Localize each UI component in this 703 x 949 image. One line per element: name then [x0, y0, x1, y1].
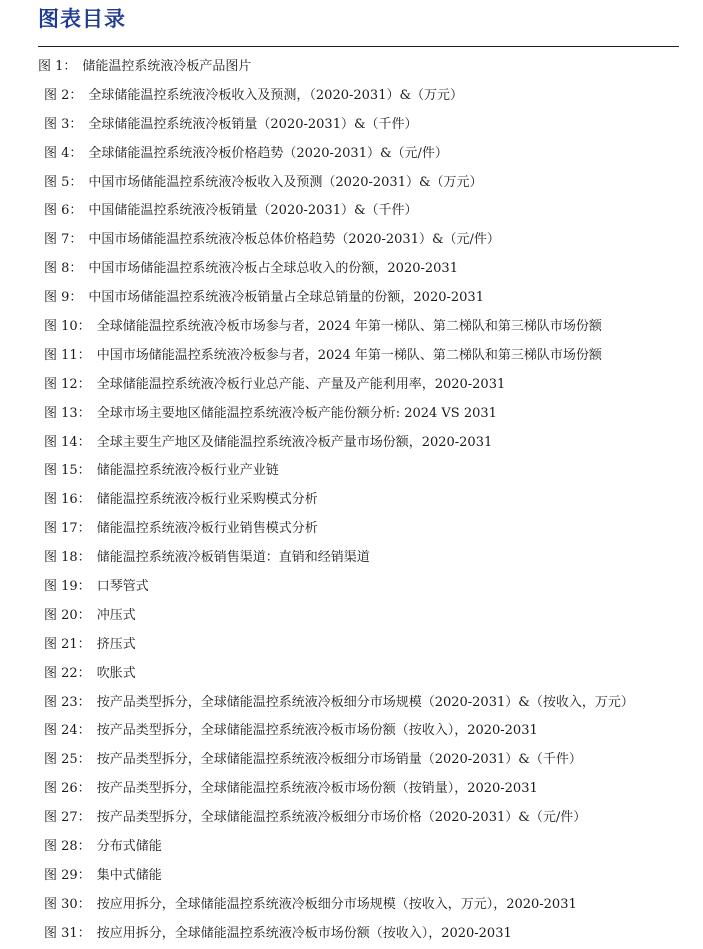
figure-number: 图 5：	[44, 174, 83, 190]
page-title: 图表目录	[38, 7, 126, 31]
figure-number: 图 8：	[44, 261, 83, 277]
figure-title: 按应用拆分，全球储能温控系统液冷板市场份额（按收入），2020-2031	[96, 925, 512, 941]
figure-list-item[interactable]	[0, 804, 703, 833]
figure-list	[0, 53, 703, 949]
figure-title: 储能温控系统液冷板产品图片	[82, 59, 252, 74]
figure-title: 中国市场储能温控系统液冷板收入及预测（2020-2031）&（万元）	[88, 174, 483, 190]
figure-number: 图 15：	[44, 463, 91, 479]
figure-list-item[interactable]	[0, 226, 703, 255]
figure-title: 集中式储能	[96, 867, 162, 883]
title-divider	[38, 46, 679, 47]
figure-list-item[interactable]	[0, 746, 703, 775]
figure-list-item[interactable]	[0, 891, 703, 920]
figure-title: 全球市场主要地区储能温控系统液冷板产能份额分析: 2024 VS 2031	[96, 405, 497, 421]
figure-list-item[interactable]	[0, 862, 703, 891]
figure-list-item[interactable]	[0, 602, 703, 631]
figure-list-item[interactable]	[0, 544, 703, 573]
figure-list-item[interactable]	[0, 111, 703, 140]
figure-list-item[interactable]	[0, 573, 703, 602]
figure-title: 按应用拆分，全球储能温控系统液冷板细分市场规模（按收入，万元），2020-2031	[96, 896, 577, 912]
figure-number: 图 3：	[44, 116, 83, 132]
figure-list-item[interactable]	[0, 53, 703, 82]
figure-list-item[interactable]	[0, 400, 703, 429]
figure-list-item[interactable]	[0, 313, 703, 342]
figure-list-item[interactable]	[0, 717, 703, 746]
figure-title: 全球储能温控系统液冷板行业总产能、产量及产能利用率，2020-2031	[96, 376, 506, 392]
figure-list-item[interactable]	[0, 371, 703, 400]
figure-list-item[interactable]	[0, 486, 703, 515]
figure-title: 储能温控系统液冷板销售渠道：直销和经销渠道	[96, 550, 370, 566]
figure-number: 图 7：	[44, 232, 83, 248]
figure-number: 图 18：	[44, 550, 91, 566]
figure-number: 图 4：	[44, 145, 83, 161]
figure-list-item[interactable]	[0, 660, 703, 689]
figure-title: 储能温控系统液冷板行业销售模式分析	[96, 521, 318, 537]
figure-title: 按产品类型拆分，全球储能温控系统液冷板细分市场销量（2020-2031）&（千件）	[96, 752, 582, 768]
figure-number: 图 30：	[44, 896, 91, 912]
figure-number: 图 26：	[44, 781, 91, 797]
figure-number: 图 31：	[44, 925, 91, 941]
figure-list-item[interactable]	[0, 515, 703, 544]
figure-number: 图 9：	[44, 290, 83, 306]
figure-number: 图 21：	[44, 636, 91, 652]
figure-title: 全球主要生产地区及储能温控系统液冷板产量市场份额，2020-2031	[96, 434, 493, 450]
figure-list-item[interactable]	[0, 833, 703, 862]
figure-title: 全球储能温控系统液冷板价格趋势（2020-2031）&（元/件）	[88, 145, 448, 161]
figure-number: 图 1：	[38, 59, 77, 74]
figure-title: 分布式储能	[96, 839, 162, 855]
figure-title: 储能温控系统液冷板行业采购模式分析	[96, 492, 318, 508]
figure-list-item[interactable]	[0, 689, 703, 718]
figure-number: 图 12：	[44, 376, 91, 392]
figure-list-item[interactable]	[0, 284, 703, 313]
figure-title: 储能温控系统液冷板行业产业链	[96, 463, 279, 479]
figure-title: 全球储能温控系统液冷板销量（2020-2031）&（千件）	[88, 116, 418, 132]
figure-title: 按产品类型拆分，全球储能温控系统液冷板市场份额（按收入），2020-2031	[96, 723, 538, 739]
figure-list-item[interactable]	[0, 82, 703, 111]
figure-number: 图 20：	[44, 607, 91, 623]
figure-title: 按产品类型拆分，全球储能温控系统液冷板市场份额（按销量），2020-2031	[96, 781, 538, 797]
figure-list-item[interactable]	[0, 342, 703, 371]
figure-title: 冲压式	[96, 607, 136, 623]
figure-list-item[interactable]	[0, 140, 703, 169]
figure-number: 图 14：	[44, 434, 91, 450]
figure-title: 全球储能温控系统液冷板收入及预测，（2020-2031）&（万元）	[88, 87, 464, 103]
figure-list-item[interactable]	[0, 169, 703, 198]
figure-number: 图 16：	[44, 492, 91, 508]
figure-title: 中国市场储能温控系统液冷板总体价格趋势（2020-2031）&（元/件）	[88, 232, 500, 248]
figure-list-item[interactable]	[0, 429, 703, 458]
figure-number: 图 13：	[44, 405, 91, 421]
figure-number: 图 6：	[44, 203, 83, 219]
figure-title: 中国市场储能温控系统液冷板占全球总收入的份额，2020-2031	[88, 261, 458, 277]
figure-list-item[interactable]	[0, 457, 703, 486]
figure-number: 图 2：	[44, 87, 83, 103]
figure-number: 图 10：	[44, 319, 91, 335]
figure-number: 图 28：	[44, 839, 91, 855]
figure-title: 口琴管式	[96, 579, 149, 595]
figure-number: 图 24：	[44, 723, 91, 739]
figure-title: 全球储能温控系统液冷板市场参与者，2024 年第一梯队、第二梯队和第三梯队市场份额	[96, 319, 602, 335]
figure-title: 中国储能温控系统液冷板销量（2020-2031）&（千件）	[88, 203, 418, 219]
figure-number: 图 11：	[44, 347, 91, 363]
figure-title: 中国市场储能温控系统液冷板销量占全球总销量的份额，2020-2031	[88, 290, 484, 306]
figure-list-item[interactable]	[0, 920, 703, 949]
figure-number: 图 22：	[44, 665, 91, 681]
figure-number: 图 17：	[44, 521, 91, 537]
figure-number: 图 25：	[44, 752, 91, 768]
figure-list-item[interactable]	[0, 631, 703, 660]
figure-number: 图 19：	[44, 579, 91, 595]
figure-title: 吹胀式	[96, 665, 136, 681]
figure-list-item[interactable]	[0, 197, 703, 226]
figure-number: 图 27：	[44, 810, 91, 826]
figure-list-item[interactable]	[0, 255, 703, 284]
figure-title: 按产品类型拆分，全球储能温控系统液冷板细分市场价格（2020-2031）&（元/件）	[96, 810, 587, 826]
figure-title: 按产品类型拆分，全球储能温控系统液冷板细分市场规模（2020-2031）&（按收入，万元）	[96, 694, 634, 710]
figure-number: 图 23：	[44, 694, 91, 710]
figure-number: 图 29：	[44, 867, 91, 883]
figure-title: 挤压式	[96, 636, 136, 652]
figure-list-item[interactable]	[0, 775, 703, 804]
figure-title: 中国市场储能温控系统液冷板参与者，2024 年第一梯队、第二梯队和第三梯队市场份额	[96, 347, 602, 363]
